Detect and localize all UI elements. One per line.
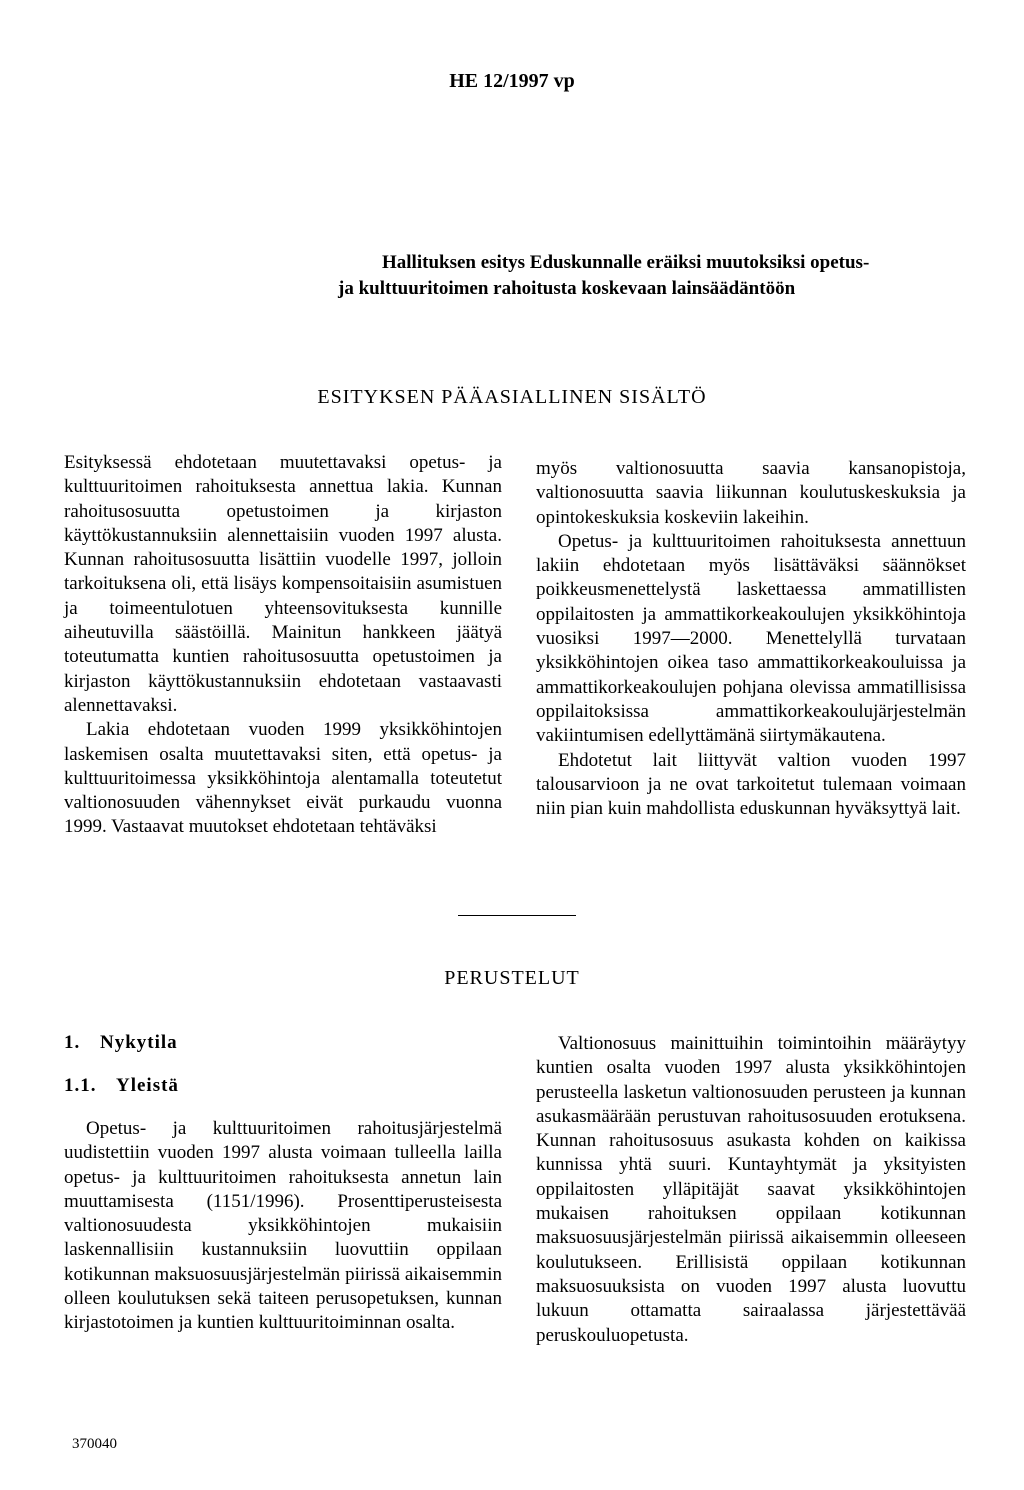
perustelut-left-paragraph-1: Opetus- ja kulttuuritoimen rahoitusjärjestelmä uudistettiin vuoden 1997 alusta voimaan tulleella lailla opetus- ja kulttuuritoimen rahoituksesta annetun lain muuttamisesta (1151/1996). Prosenttiperusteisesta valtionosuudesta yksikköhintojen mukaisiin laskennallisiin kustannuksiin luovuttiin oppilaan kotikunnan maksuosuusjärjestelmän piirissä aikaisemmin olleen koulutuksen sekä taiteen perusopetuksen, kunnan kirjastotoimen ja kuntien kulttuuritoiminnan osalta. — [64, 1118, 502, 1334]
perustelut-left-column — [64, 1117, 502, 1336]
perustelut-right-column — [536, 1032, 966, 1348]
section-1-title: Nykytila — [100, 1032, 178, 1053]
document-title — [338, 250, 978, 302]
perustelut-right-paragraph-1: Valtionosuus mainittuihin toimintoihin määräytyy kuntien osalta vuoden 1997 alusta yksikköhintojen perusteella lasketun valtionosuuden perusteen ja kunnan asukasmäärään perustuvan rahoitusosuuden erotuksena. Kunnan rahoitusosuus asukasta kohden on kaikissa kunnissa yhtä suuri. Kuntayhtymät ja yksityisten oppilaitosten ylläpitäjät saavat yksikköhintojen mukaisen rahoituksen oppilaan kotikunnan maksuosuusjärjestelmän piirissä aikaisemmin olleeseen koulutukseen. Erillisistä oppilaan kotikunnan maksuosuuksista on vuoden 1997 alusta luovuttu lukuun ottamatta sairaalassa järjestettävää peruskouluopetusta. — [536, 1033, 966, 1346]
summary-heading: ESITYKSEN PÄÄASIALLINEN SISÄLTÖ — [317, 386, 707, 408]
title-line-1: Hallituksen esitys Eduskunnalle eräiksi muutoksiksi opetus- — [382, 252, 870, 273]
summary-left-paragraph-2: Lakia ehdotetaan vuoden 1999 yksikköhintojen laskemisen osalta muutettavaksi siten, että opetus- ja kulttuuritoimessa yksikköhintoja alentamalla toteutetut valtionosuuden vähennykset eivät purkaudu vuonna 1999. Vastaavat muutokset ehdotetaan tehtäväksi — [64, 719, 502, 838]
summary-right-paragraph-2: Opetus- ja kulttuuritoimen rahoituksesta annettuun lakiin ehdotetaan myös lisättäväksi säännökset poikkeusmenettelystä laskettaessa ammatillisten oppilaitosten ja ammattikorkeakoulujen yksikköhintoja vuosiksi 1997—2000. Menettelyllä turvataan yksikköhintojen oikea taso ammattikorkeakouluissa ja ammattikorkeakoulujen pohjana olevissa ammatillisissa oppilaitoksissa ammattikorkeakoulujärjestelmän vakiintumisen edellyttämänä siirtymäkautena. — [536, 530, 966, 747]
summary-left-paragraph-1: Esityksessä ehdotetaan muutettavaksi opetus- ja kulttuuritoimen rahoituksesta annettua lakia. Kunnan rahoitusosuutta opetustoimen ja kirjaston käyttökustannuksiin alennettaisiin vuoden 1997 alusta. Kunnan rahoitusosuutta lisättiin vuodelle 1997, jolloin tarkoituksena oli, että lisäys kompensoitaisiin asumistuen ja toimeentulotuen yhteensovituksesta kunnille aiheutuvilla säästöillä. Mainitun hankkeen jäätyä toteutumatta kuntien rahoitusosuutta opetustoimen ja kirjaston käyttökustannuksiin ehdotetaan vastaavasti alennettavaksi. — [64, 452, 502, 716]
page-code: 370040 — [72, 1436, 117, 1452]
perustelut-heading: PERUSTELUT — [444, 967, 580, 989]
summary-right-column — [536, 457, 966, 821]
section-1-1-title: Yleistä — [116, 1075, 179, 1096]
section-1-1-number: 1.1. — [64, 1075, 97, 1096]
document-id: HE 12/1997 vp — [449, 70, 575, 92]
section-1-number: 1. — [64, 1032, 81, 1053]
summary-left-column — [64, 451, 502, 840]
section-1-heading — [64, 1032, 178, 1054]
summary-right-paragraph-3: Ehdotetut lait liittyvät valtion vuoden 1997 talousarvioon ja ne ovat tarkoitetut tulemaan voimaan niin pian kuin mahdollista eduskunnan hyväksyttyä lait. — [536, 749, 966, 820]
section-1-1-heading — [64, 1075, 179, 1097]
title-line-2: ja kulttuuritoimen rahoitusta koskevaan lainsäädäntöön — [338, 278, 796, 299]
summary-right-paragraph-1: myös valtionosuutta saavia kansanopistoja, valtionosuutta saavia liikunnan koulutuskeskuksia ja opintokeskuksia koskeviin lakeihin. — [536, 458, 966, 528]
section-divider — [458, 915, 576, 916]
